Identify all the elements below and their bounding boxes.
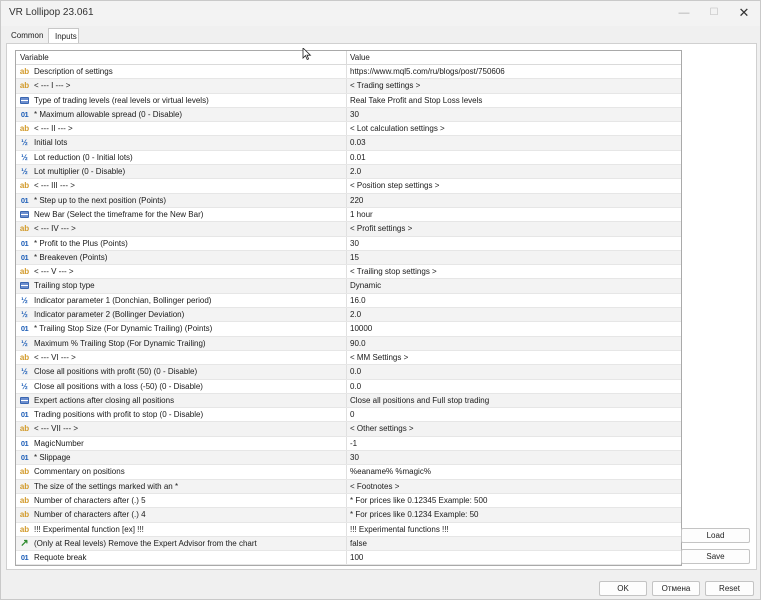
parameter-name: Lot multiplier (0 - Disable) <box>34 167 126 177</box>
table-row[interactable] <box>16 279 681 293</box>
column-divider <box>346 351 347 364</box>
double-type-icon: ½ <box>21 338 28 348</box>
string-type-icon: ab <box>19 467 30 477</box>
parameter-name: < --- V --- > <box>34 267 74 277</box>
integer-type-icon: 01 <box>20 410 29 420</box>
table-row[interactable] <box>16 122 681 136</box>
parameter-value[interactable]: Close all positions and Full stop trading <box>350 395 490 405</box>
double-type-icon: ½ <box>21 367 28 377</box>
column-divider <box>346 551 347 564</box>
parameter-value[interactable]: -1 <box>350 438 358 448</box>
table-row[interactable] <box>16 251 681 265</box>
column-divider <box>346 365 347 378</box>
column-divider <box>346 494 347 507</box>
enum-type-icon <box>19 396 30 406</box>
parameter-value[interactable]: < Trading settings > <box>350 81 421 91</box>
double-type-icon: ½ <box>21 310 28 320</box>
parameter-value[interactable]: 0.03 <box>350 138 366 148</box>
column-divider <box>346 208 347 221</box>
parameter-name: Indicator parameter 2 (Bollinger Deviation) <box>34 310 185 320</box>
tab-inputs[interactable]: Inputs <box>48 28 79 44</box>
parameter-name: Number of characters after (.) 5 <box>34 495 146 505</box>
parameter-name: The size of the settings marked with an * <box>34 481 179 491</box>
column-divider <box>346 394 347 407</box>
integer-type-icon: 01 <box>20 238 29 248</box>
string-type-icon: ab <box>19 352 30 362</box>
column-divider <box>346 279 347 292</box>
table-header <box>16 51 681 65</box>
inputs-panel <box>6 43 757 570</box>
parameter-name: < --- VII --- > <box>34 424 78 434</box>
ok-button[interactable]: OK <box>599 581 647 596</box>
integer-type-icon: 01 <box>20 252 29 262</box>
double-type-icon: ½ <box>21 381 28 391</box>
column-header-value[interactable]: Value <box>350 53 370 62</box>
window-title: VR Lollipop 23.061 <box>9 7 94 18</box>
column-divider <box>346 294 347 307</box>
string-type-icon: ab <box>19 81 30 91</box>
parameter-value[interactable]: 0 <box>350 410 355 420</box>
string-type-icon: ab <box>19 124 30 134</box>
string-type-icon: ab <box>19 267 30 277</box>
table-row[interactable] <box>16 65 681 79</box>
parameter-value[interactable]: 0.0 <box>350 367 362 377</box>
parameter-value[interactable]: 2.0 <box>350 167 362 177</box>
integer-type-icon: 01 <box>20 453 29 463</box>
table-row[interactable] <box>16 365 681 379</box>
column-divider <box>346 136 347 149</box>
column-divider <box>346 79 347 92</box>
table-row[interactable] <box>16 337 681 351</box>
table-row[interactable] <box>16 136 681 150</box>
table-row[interactable] <box>16 394 681 408</box>
parameter-value[interactable]: false <box>350 538 367 548</box>
string-type-icon: ab <box>19 481 30 491</box>
column-divider <box>346 65 347 78</box>
table-row[interactable] <box>16 480 681 494</box>
table-row[interactable] <box>16 537 681 551</box>
parameter-value[interactable]: 90.0 <box>350 338 366 348</box>
table-row[interactable] <box>16 79 681 93</box>
column-divider <box>346 237 347 250</box>
table-row[interactable] <box>16 494 681 508</box>
integer-type-icon: 01 <box>20 324 29 334</box>
parameter-name: Requote break <box>34 553 87 563</box>
parameter-value[interactable]: 2.0 <box>350 310 362 320</box>
parameter-name: < --- III --- > <box>34 181 75 191</box>
column-divider <box>346 437 347 450</box>
parameter-value[interactable]: < Footnotes > <box>350 481 400 491</box>
column-divider <box>346 408 347 421</box>
parameter-name: Commentary on positions <box>34 467 125 477</box>
column-divider <box>346 523 347 536</box>
parameter-name: New Bar (Select the timeframe for the New Bar) <box>34 209 204 219</box>
enum-type-icon <box>19 210 30 220</box>
parameter-value[interactable]: * For prices like 0.12345 Example: 500 <box>350 495 488 505</box>
table-row[interactable] <box>16 408 681 422</box>
parameter-value[interactable]: 10000 <box>350 324 373 334</box>
double-type-icon: ½ <box>21 138 28 148</box>
enum-type-icon <box>19 96 30 106</box>
table-row[interactable] <box>16 237 681 251</box>
parameter-name: < --- VI --- > <box>34 352 76 362</box>
parameter-name: < --- II --- > <box>34 124 73 134</box>
column-divider <box>346 451 347 464</box>
parameter-name: * Profit to the Plus (Points) <box>34 238 128 248</box>
parameter-name: Type of trading levels (real levels or virtual levels) <box>34 95 209 105</box>
bool-type-icon: ↗ <box>20 537 29 549</box>
column-divider <box>346 222 347 235</box>
parameter-name: * Breakeven (Points) <box>34 252 108 262</box>
integer-type-icon: 01 <box>20 195 29 205</box>
column-divider <box>346 179 347 192</box>
column-divider <box>346 265 347 278</box>
column-divider <box>346 165 347 178</box>
string-type-icon: ab <box>19 224 30 234</box>
column-divider <box>346 308 347 321</box>
parameter-name: Trailing stop type <box>34 281 95 291</box>
column-divider <box>346 322 347 335</box>
parameter-name: Description of settings <box>34 67 113 76</box>
title-bar <box>1 1 760 26</box>
parameter-name: Maximum % Trailing Stop (For Dynamic Trailing) <box>34 338 206 348</box>
parameter-value[interactable]: < Trailing stop settings > <box>350 267 437 277</box>
parameter-name: * Maximum allowable spread (0 - Disable) <box>34 109 183 119</box>
parameter-name: MagicNumber <box>34 438 84 448</box>
string-type-icon: ab <box>19 510 30 520</box>
maximize-icon[interactable]: ☐ <box>709 7 719 18</box>
column-divider <box>346 251 347 264</box>
save-button[interactable]: Save <box>681 549 750 564</box>
parameter-value[interactable]: 15 <box>350 252 359 262</box>
parameter-name: Trading positions with profit to stop (0 - Disable) <box>34 410 204 420</box>
minimize-icon[interactable]: — <box>678 7 690 19</box>
parameter-name: Indicator parameter 1 (Donchian, Bollinger period) <box>34 295 212 305</box>
parameter-value[interactable]: < Profit settings > <box>350 224 413 234</box>
parameter-value[interactable]: < Position step settings > <box>350 181 440 191</box>
column-divider <box>346 480 347 493</box>
parameter-value[interactable]: 16.0 <box>350 295 366 305</box>
parameter-value[interactable]: 220 <box>350 195 364 205</box>
table-row[interactable] <box>16 222 681 236</box>
double-type-icon: ½ <box>21 167 28 177</box>
table-row[interactable] <box>16 94 681 108</box>
parameter-value[interactable]: < MM Settings > <box>350 352 409 362</box>
double-type-icon: ½ <box>21 295 28 305</box>
column-divider <box>346 508 347 521</box>
table-row[interactable] <box>16 194 681 208</box>
parameter-value[interactable]: 1 hour <box>350 209 373 219</box>
table-row[interactable] <box>16 294 681 308</box>
double-type-icon: ½ <box>21 152 28 162</box>
column-divider[interactable] <box>346 51 347 65</box>
column-divider <box>346 94 347 107</box>
column-divider <box>346 465 347 478</box>
parameter-name: !!! Experimental function [ex] !!! <box>34 524 144 534</box>
tab-common[interactable]: Common <box>11 31 44 40</box>
parameter-value[interactable]: 0.01 <box>350 152 366 162</box>
enum-type-icon <box>19 281 30 291</box>
parameter-value[interactable]: Real Take Profit and Stop Loss levels <box>350 95 483 105</box>
column-divider <box>346 337 347 350</box>
load-button[interactable]: Load <box>681 528 750 543</box>
table-row[interactable] <box>16 451 681 465</box>
column-divider <box>346 194 347 207</box>
column-divider <box>346 380 347 393</box>
column-divider <box>346 122 347 135</box>
table-row[interactable] <box>16 380 681 394</box>
parameter-name: Expert actions after closing all positions <box>34 395 175 405</box>
integer-type-icon: 01 <box>20 438 29 448</box>
parameter-value[interactable]: Dynamic <box>350 281 382 291</box>
table-row[interactable] <box>16 351 681 365</box>
parameter-value[interactable]: 30 <box>350 453 359 463</box>
parameter-name: Number of characters after (.) 4 <box>34 510 146 520</box>
table-row[interactable] <box>16 179 681 193</box>
parameter-value[interactable]: < Lot calculation settings > <box>350 124 445 134</box>
string-type-icon: ab <box>19 495 30 505</box>
parameter-value[interactable]: 0.0 <box>350 381 362 391</box>
cancel-button[interactable]: Отмена <box>652 581 700 596</box>
column-divider <box>346 151 347 164</box>
column-header-variable[interactable]: Variable <box>20 53 49 62</box>
parameter-value[interactable]: < Other settings > <box>350 424 414 434</box>
table-row[interactable] <box>16 165 681 179</box>
table-row[interactable] <box>16 208 681 222</box>
inputs-table <box>15 50 682 566</box>
table-row[interactable] <box>16 308 681 322</box>
column-divider <box>346 108 347 121</box>
string-type-icon: ab <box>19 181 30 191</box>
column-divider <box>346 537 347 550</box>
parameter-value[interactable]: !!! Experimental functions !!! <box>350 524 449 534</box>
close-icon[interactable]: ✕ <box>738 5 750 20</box>
column-divider <box>346 422 347 435</box>
table-row[interactable] <box>16 551 681 565</box>
parameter-value[interactable]: 100 <box>350 553 364 563</box>
integer-type-icon: 01 <box>20 109 29 119</box>
table-row[interactable] <box>16 108 681 122</box>
integer-type-icon: 01 <box>20 553 29 563</box>
table-row[interactable] <box>16 465 681 479</box>
parameter-name: Lot reduction (0 - Initial lots) <box>34 152 133 162</box>
table-row[interactable] <box>16 265 681 279</box>
table-row[interactable] <box>16 322 681 336</box>
string-type-icon: ab <box>19 524 30 534</box>
mouse-cursor-icon <box>302 48 312 60</box>
reset-button[interactable]: Reset <box>705 581 754 596</box>
parameter-name: (Only at Real levels) Remove the Expert Advisor from the chart <box>34 538 257 548</box>
parameter-name: Close all positions with profit (50) (0 - Disable) <box>34 367 198 377</box>
parameter-value[interactable]: * For prices like 0.1234 Example: 50 <box>350 510 479 520</box>
string-type-icon: ab <box>19 67 30 76</box>
string-type-icon: ab <box>19 424 30 434</box>
parameter-name: < --- I --- > <box>34 81 71 91</box>
parameter-name: Initial lots <box>34 138 68 148</box>
table-row[interactable] <box>16 422 681 436</box>
parameter-name: * Trailing Stop Size (For Dynamic Trailing) (Points) <box>34 324 213 334</box>
table-body <box>16 65 681 565</box>
table-row[interactable] <box>16 437 681 451</box>
parameter-name: Close all positions with a loss (-50) (0 - Disable) <box>34 381 203 391</box>
parameter-value[interactable]: 30 <box>350 238 359 248</box>
parameter-name: * Step up to the next position (Points) <box>34 195 167 205</box>
parameter-value[interactable]: 30 <box>350 109 359 119</box>
parameter-value[interactable]: https://www.mql5.com/ru/blogs/post/750606 <box>350 67 505 76</box>
table-row[interactable] <box>16 523 681 537</box>
parameter-value[interactable]: %eaname% %magic% <box>350 467 431 477</box>
parameter-name: * Slippage <box>34 453 71 463</box>
table-row[interactable] <box>16 151 681 165</box>
table-row[interactable] <box>16 508 681 522</box>
parameter-name: < --- IV --- > <box>34 224 76 234</box>
